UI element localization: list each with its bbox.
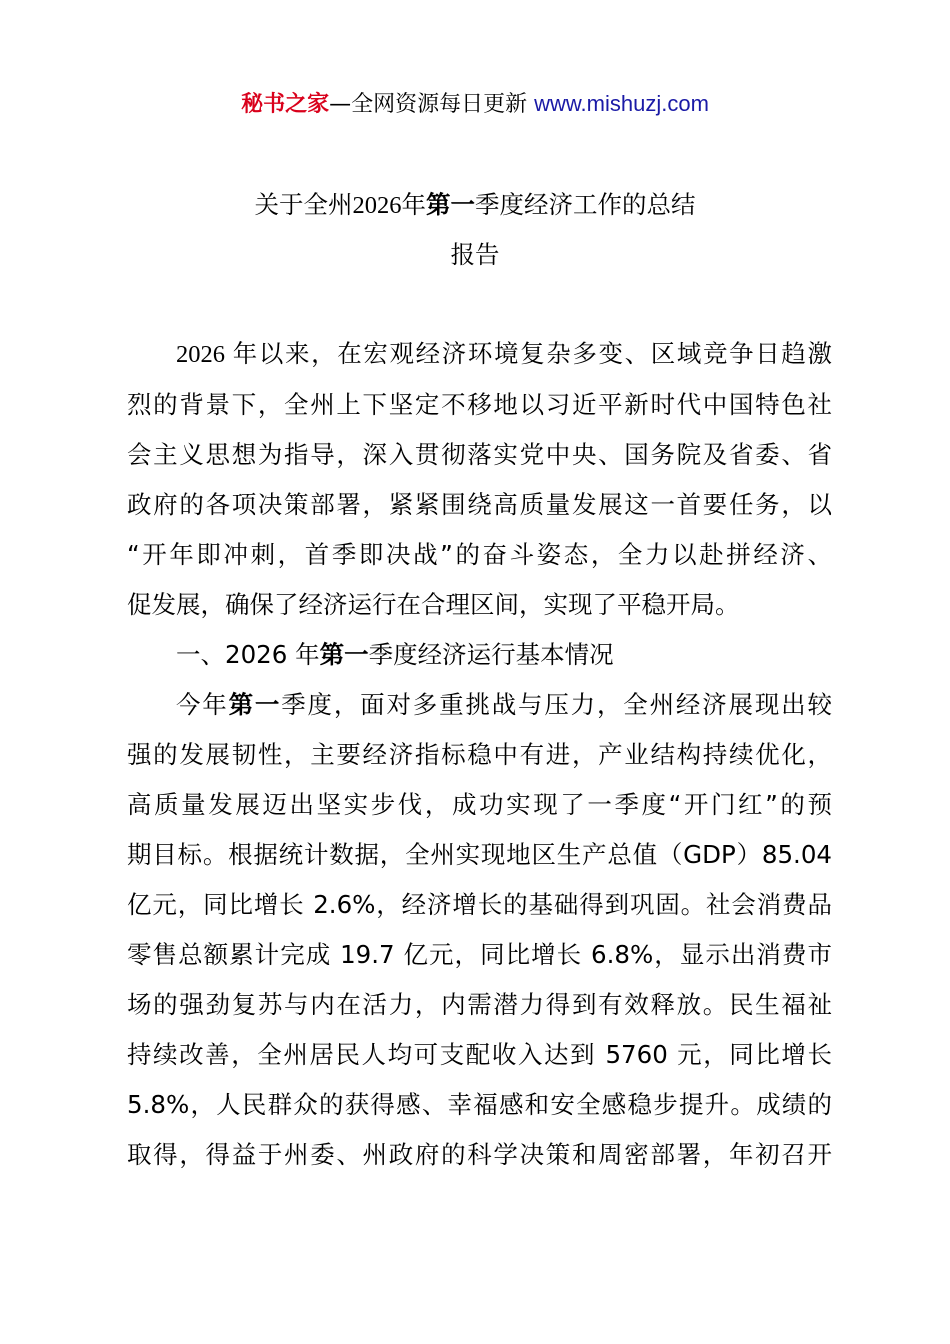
body-line: “开年即冲刺，首季即决战”的奋斗姿态，全力以赴拼经济、 — [127, 540, 832, 569]
site-tagline: —全网资源每日更新 — [329, 92, 535, 117]
body-line: 高质量发展迈出坚实步伐，成功实现了一季度“开门红”的预 — [127, 790, 832, 819]
title-year: 2026 — [352, 192, 402, 219]
title-line-1 — [120, 180, 830, 230]
body-line: 会主义思想为指导，深入贯彻落实党中央、国务院及省委、省 — [127, 440, 832, 469]
title-text-a: 关于全州 — [254, 190, 353, 219]
body-line: 5.8%，人民群众的获得感、幸福感和安全感稳步提升。成绩的 — [127, 1090, 832, 1119]
body-line: 取得，得益于州委、州政府的科学决策和周密部署，年初召开 — [127, 1140, 832, 1169]
body-line: 持续改善，全州居民人均可支配收入达到 5760 元，同比增长 — [127, 1040, 832, 1069]
body-line: 促发展，确保了经济运行在合理区间，实现了平稳开局。 — [127, 590, 740, 619]
site-header — [0, 88, 950, 121]
body-line: 亿元，同比增长 2.6%，经济增长的基础得到巩固。社会消费品 — [127, 890, 832, 919]
title-text-b: 年 — [401, 190, 426, 219]
para-bold-text: 第一 — [228, 690, 282, 719]
heading-bold-text: 第一 — [319, 640, 369, 669]
document-title — [120, 180, 830, 280]
body-line: 强的发展韧性，主要经济指标稳中有进，产业结构持续优化， — [127, 740, 832, 769]
body-line: 政府的各项决策部署，紧紧围绕高质量发展这一首要任务，以 — [127, 490, 832, 519]
document-body — [127, 330, 832, 1180]
title-bold-text: 第一 — [426, 190, 475, 219]
body-line — [127, 680, 832, 730]
body-line: 场的强劲复苏与内在活力，内需潜力得到有效释放。民生福祉 — [127, 990, 832, 1019]
heading-text-b: 季度经济运行基本情况 — [368, 640, 614, 669]
site-brand: 秘书之家 — [241, 92, 330, 117]
section-heading-1 — [127, 630, 832, 680]
title-text-c: 季度经济工作的总结 — [475, 190, 696, 219]
title-line-2: 报告 — [450, 240, 500, 269]
body-line: 零售总额累计完成 19.7 亿元，同比增长 6.8%，显示出消费市 — [127, 940, 832, 969]
body-line: 期目标。根据统计数据，全州实现地区生产总值（GDP）85.04 — [127, 840, 832, 869]
body-line: 2026 年以来，在宏观经济环境复杂多变、区域竞争日趋激 — [176, 341, 832, 368]
site-url-link[interactable]: www.mishuzj.com — [534, 91, 709, 116]
heading-text-a: 一、2026 年 — [176, 640, 320, 669]
para-text-b: 季度，面对多重挑战与压力，全州经济展现出较 — [281, 690, 832, 719]
body-line: 烈的背景下，全州上下坚定不移地以习近平新时代中国特色社 — [127, 390, 832, 419]
para-text-a: 今年 — [176, 690, 229, 719]
